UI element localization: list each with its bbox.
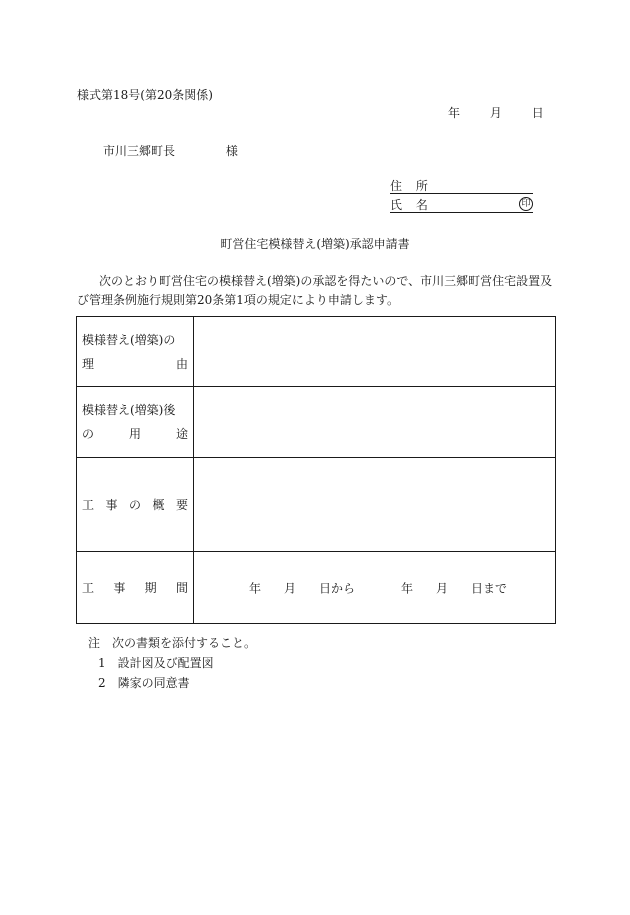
date-month-label: 月 <box>489 106 502 120</box>
table-row-reason <box>77 317 556 387</box>
application-table <box>76 316 556 624</box>
reason-label-line2 <box>82 352 188 376</box>
summary-input-cell[interactable] <box>194 458 556 552</box>
notes-item: 1 設計図及び配置図 <box>98 656 214 670</box>
recipient-honorific: 様 <box>225 144 238 158</box>
reason-input-cell[interactable] <box>194 317 556 387</box>
attachment-notes <box>88 633 256 693</box>
recipient-name: 市川三郷町長 <box>103 144 176 158</box>
use-label-char-3: 途 <box>175 427 188 441</box>
date-year-label: 年 <box>448 106 461 120</box>
period-input-cell[interactable] <box>194 552 556 624</box>
period-label-char-1: 工 <box>82 581 95 595</box>
reason-label-line1: 模様替え(増築)の <box>82 332 176 347</box>
summary-label-char-5: 要 <box>175 498 188 512</box>
name-label-2: 名 <box>415 198 428 212</box>
summary-label-char-4: 概 <box>152 498 165 512</box>
period-label-char-4: 間 <box>175 581 188 595</box>
use-label <box>77 387 194 458</box>
recipient-line <box>103 142 238 159</box>
use-label-char-2: 用 <box>128 427 141 441</box>
use-label-line1: 模様替え(増築)後 <box>82 403 176 417</box>
period-to-year: 年 <box>401 581 414 595</box>
period-to-day: 日まで <box>471 581 508 595</box>
reason-label-char-1: 理 <box>82 356 95 371</box>
period-label-char-2: 事 <box>113 581 126 595</box>
use-label-char-1: の <box>82 427 95 441</box>
address-label-2: 所 <box>415 179 428 193</box>
summary-label-char-2: 事 <box>105 498 118 512</box>
summary-label-char-1: 工 <box>82 498 95 512</box>
date-day-label: 日 <box>531 106 544 120</box>
form-number: 様式第18号(第20条関係) <box>77 88 213 102</box>
table-row-use <box>77 387 556 458</box>
address-label-1: 住 <box>390 179 403 193</box>
period-label-char-3: 期 <box>144 581 157 595</box>
name-label-1: 氏 <box>390 198 403 212</box>
reason-label <box>77 317 194 387</box>
period-from-year: 年 <box>249 581 262 595</box>
application-statement: 次のとおり町営住宅の模様替え(増築)の承認を得たいので、市川三郷町営住宅設置及び管理条例施行規則第20条第1項の規定により申請します。 <box>77 274 553 307</box>
period-label <box>77 552 194 624</box>
table-row-period <box>77 552 556 624</box>
table-row-summary <box>77 458 556 552</box>
period-from-day: 日から <box>319 581 356 595</box>
period-from-month: 月 <box>284 581 297 595</box>
use-label-line2 <box>82 422 188 446</box>
document-title: 町営住宅模様替え(増築)承認申請書 <box>220 237 410 251</box>
name-field <box>390 196 533 213</box>
date-line <box>448 104 544 121</box>
notes-heading: 注 次の書類を添付すること。 <box>88 636 257 650</box>
reason-label-char-2: 由 <box>175 356 188 371</box>
summary-label-char-3: の <box>128 498 141 512</box>
use-input-cell[interactable] <box>194 387 556 458</box>
seal-mark-icon: 印 <box>519 197 533 211</box>
summary-label <box>77 458 194 552</box>
address-field <box>390 177 533 194</box>
period-to-month: 月 <box>436 581 449 595</box>
notes-item: 2 隣家の同意書 <box>98 676 190 690</box>
